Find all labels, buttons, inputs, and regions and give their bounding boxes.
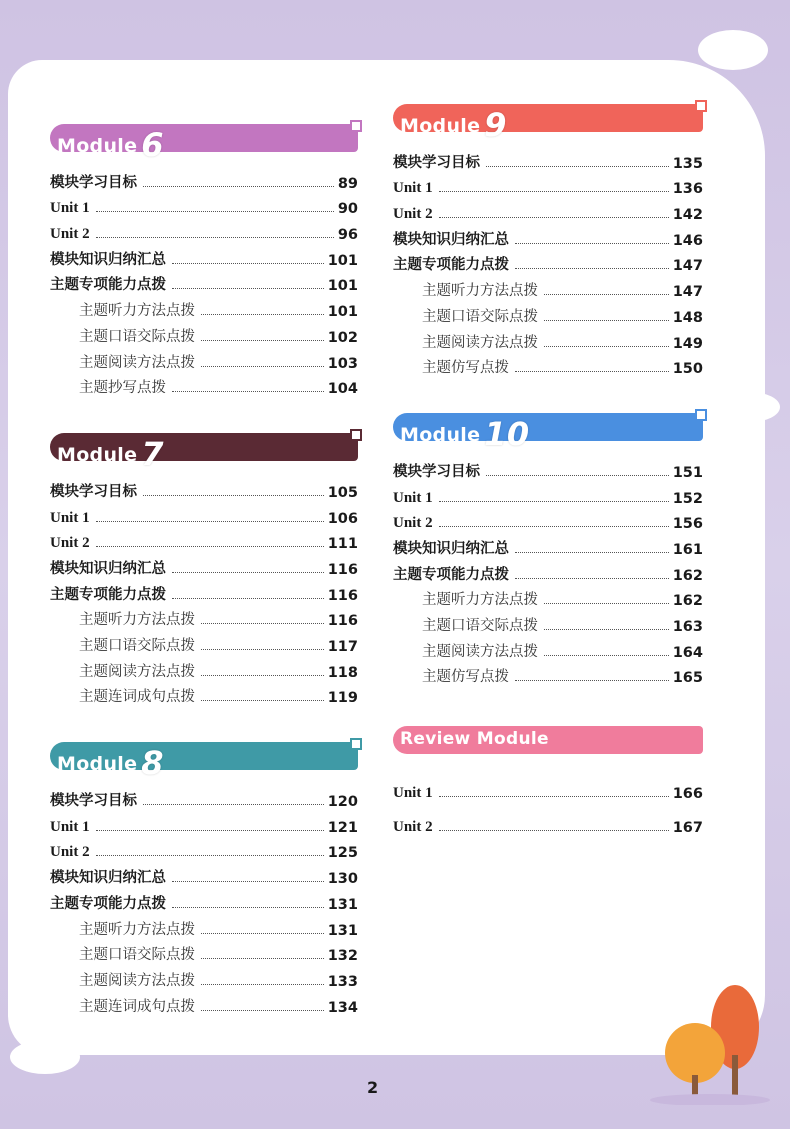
- toc-entry-label: Unit 2: [393, 206, 433, 223]
- toc-entry-page: 101: [327, 252, 358, 269]
- module-number: 8: [141, 744, 164, 783]
- module-section: [393, 407, 703, 686]
- module-banner: [50, 427, 358, 474]
- dot-leader: [515, 243, 669, 244]
- toc-entry[interactable]: [50, 604, 358, 630]
- toc-entry[interactable]: [50, 861, 358, 887]
- toc-entry-label: 主题阅读方法点拨: [422, 643, 538, 660]
- dot-leader: [515, 552, 669, 553]
- dot-leader: [96, 855, 324, 856]
- toc-entry-page: 152: [672, 490, 703, 507]
- toc-entry-page: 142: [672, 207, 703, 224]
- cloud-decoration: [698, 30, 768, 70]
- dot-leader: [544, 655, 669, 656]
- toc-entry-page: 164: [672, 644, 703, 661]
- toc-entry[interactable]: [50, 552, 358, 578]
- toc-entry[interactable]: [393, 352, 703, 378]
- toc-entry-label: 主题抄写点拨: [79, 380, 166, 397]
- toc-entry-label: Unit 2: [50, 844, 90, 861]
- review-module-title: Review Module: [400, 729, 549, 750]
- toc-entry[interactable]: [50, 372, 358, 398]
- dot-leader: [439, 830, 669, 831]
- module-section: [393, 98, 703, 377]
- dot-leader: [201, 340, 324, 341]
- toc-entry[interactable]: [50, 217, 358, 243]
- banner-tab: [350, 429, 362, 441]
- toc-entry-label: 模块知识归纳汇总: [393, 231, 509, 248]
- module-number: 7: [141, 435, 164, 474]
- module-title-label: Module: [57, 135, 138, 157]
- module-number: 9: [484, 106, 507, 144]
- toc-entry-label: 主题听力方法点拨: [79, 303, 195, 320]
- dot-leader: [172, 881, 324, 882]
- toc-entry-page: 125: [327, 845, 358, 862]
- dot-leader: [96, 211, 334, 212]
- toc-entry-label: 主题听力方法点拨: [79, 612, 195, 629]
- toc-entry-page: 147: [672, 258, 703, 275]
- module-banner: [50, 118, 358, 164]
- toc-entry-label: 主题专项能力点拨: [393, 257, 509, 274]
- dot-leader: [515, 578, 669, 579]
- toc-entry-page: 156: [672, 516, 703, 533]
- toc-entry[interactable]: [393, 635, 703, 661]
- toc-entry-page: 101: [327, 278, 358, 295]
- toc-entry[interactable]: [50, 269, 358, 295]
- toc-entry-label: 模块知识归纳汇总: [50, 560, 166, 577]
- toc-entry-label: 模块知识归纳汇总: [50, 251, 166, 268]
- module-section: [50, 118, 358, 397]
- dot-leader: [201, 958, 324, 959]
- toc-left-column: [50, 118, 358, 1016]
- toc-entry-label: 主题连词成句点拨: [79, 689, 195, 706]
- toc-entry-page: 133: [327, 973, 358, 990]
- toc-entry-page: 121: [327, 819, 358, 836]
- toc-entry[interactable]: [50, 527, 358, 553]
- toc-entry-page: 116: [327, 613, 358, 630]
- dot-leader: [96, 237, 334, 238]
- toc-entry[interactable]: [393, 584, 703, 610]
- module-section: [50, 427, 358, 706]
- toc-entry[interactable]: [393, 507, 703, 533]
- dot-leader: [172, 598, 324, 599]
- dot-leader: [201, 649, 324, 650]
- autumn-tree-illustration: [640, 985, 780, 1105]
- toc-entry[interactable]: [50, 810, 358, 836]
- toc-entry-label: Unit 2: [393, 819, 433, 836]
- toc-entry-label: 模块学习目标: [393, 154, 480, 171]
- module-banner: [393, 407, 703, 454]
- dot-leader: [201, 1010, 324, 1011]
- dot-leader: [172, 391, 324, 392]
- toc-entry-label: 主题阅读方法点拨: [79, 972, 195, 989]
- banner-tab: [695, 409, 707, 421]
- toc-entry-label: Unit 1: [50, 818, 90, 835]
- toc-entry-page: 151: [672, 464, 703, 481]
- dot-leader: [172, 288, 324, 289]
- dot-leader: [201, 984, 324, 985]
- toc-entry-page: 136: [672, 181, 703, 198]
- toc-entry[interactable]: [50, 939, 358, 965]
- dot-leader: [515, 680, 669, 681]
- toc-entry[interactable]: [50, 166, 358, 192]
- toc-entry-page: 130: [327, 871, 358, 888]
- dot-leader: [201, 933, 324, 934]
- toc-entry-page: 116: [327, 561, 358, 578]
- toc-entry-label: 主题听力方法点拨: [422, 592, 538, 609]
- toc-entry[interactable]: [50, 578, 358, 604]
- toc-entry-page: 146: [672, 232, 703, 249]
- toc-entry-label: 主题听力方法点拨: [422, 283, 538, 300]
- toc-entry[interactable]: [50, 887, 358, 913]
- toc-entry[interactable]: [393, 249, 703, 275]
- dot-leader: [515, 371, 669, 372]
- toc-entry-label: 主题口语交际点拨: [79, 638, 195, 654]
- dot-leader: [172, 263, 324, 264]
- module-banner: [50, 736, 358, 783]
- toc-entry[interactable]: [50, 655, 358, 681]
- toc-entry-page: 135: [672, 155, 703, 172]
- page-number: 2: [367, 1078, 379, 1097]
- toc-entry-page: 96: [337, 227, 358, 244]
- toc-entry-label: 主题口语交际点拨: [422, 618, 538, 634]
- dot-leader: [439, 526, 669, 527]
- dot-leader: [172, 907, 324, 908]
- module-title: [57, 431, 164, 474]
- toc-entry-page: 150: [672, 361, 703, 378]
- dot-leader: [172, 572, 324, 573]
- toc-entry-label: Unit 1: [50, 200, 90, 217]
- dot-leader: [201, 675, 324, 676]
- toc-entry[interactable]: [393, 558, 703, 584]
- toc-entry[interactable]: [393, 481, 703, 507]
- section-gap: [50, 706, 358, 736]
- dot-leader: [439, 796, 669, 797]
- toc-entry-page: 148: [672, 309, 703, 326]
- toc-entry-page: 163: [672, 619, 703, 635]
- toc-entry-label: 主题口语交际点拨: [79, 947, 195, 964]
- toc-entry-label: 模块知识归纳汇总: [393, 540, 509, 557]
- toc-entry[interactable]: [393, 197, 703, 223]
- toc-entry-label: 模块学习目标: [50, 793, 137, 810]
- toc-entry-label: 主题阅读方法点拨: [79, 663, 195, 680]
- dot-leader: [515, 268, 669, 269]
- toc-entry-label: 主题专项能力点拨: [50, 277, 166, 294]
- toc-entry-label: Unit 1: [393, 489, 433, 506]
- toc-entry[interactable]: [393, 802, 703, 836]
- review-module-section: [393, 720, 703, 836]
- module-number: 6: [141, 126, 164, 164]
- module-title: [400, 102, 507, 144]
- dot-leader: [486, 166, 669, 167]
- toc-entry-label: 主题口语交际点拨: [79, 328, 195, 345]
- module-title-label: Module: [400, 115, 481, 137]
- module-section: [50, 736, 358, 1015]
- toc-entry-label: 主题听力方法点拨: [79, 921, 195, 938]
- toc-entry[interactable]: [393, 661, 703, 687]
- toc-entry-label: 主题专项能力点拨: [393, 566, 509, 583]
- toc-entry-page: 162: [672, 567, 703, 584]
- module-title-label: Module: [57, 753, 138, 776]
- section-gap: [393, 377, 703, 407]
- toc-entry[interactable]: [393, 455, 703, 481]
- module-banner: [393, 98, 703, 144]
- dot-leader: [486, 475, 669, 476]
- dot-leader: [544, 629, 669, 630]
- dot-leader: [143, 495, 324, 496]
- toc-entry-page: 118: [327, 664, 358, 681]
- toc-entry-page: 116: [327, 587, 358, 604]
- toc-entry-page: 103: [327, 355, 358, 372]
- toc-entry-page: 117: [327, 639, 358, 655]
- dot-leader: [439, 217, 669, 218]
- module-number: 10: [484, 415, 530, 454]
- toc-entry-page: 101: [327, 304, 358, 321]
- toc-entry[interactable]: [50, 913, 358, 939]
- toc-entry-label: Unit 1: [393, 180, 433, 197]
- toc-entry[interactable]: [393, 274, 703, 300]
- toc-entry-page: 105: [327, 484, 358, 501]
- toc-entry-label: 模块学习目标: [393, 463, 480, 480]
- toc-entry-label: Unit 1: [393, 785, 433, 802]
- toc-entry[interactable]: [50, 243, 358, 269]
- dot-leader: [439, 501, 669, 502]
- toc-entry[interactable]: [393, 768, 703, 802]
- toc-entry-label: 主题阅读方法点拨: [422, 334, 538, 351]
- toc-entry-label: 模块知识归纳汇总: [50, 870, 166, 887]
- dot-leader: [96, 521, 324, 522]
- toc-entry[interactable]: [50, 320, 358, 346]
- dot-leader: [143, 186, 334, 187]
- toc-entry[interactable]: [50, 294, 358, 320]
- toc-entry-page: 131: [327, 922, 358, 939]
- module-title: [400, 411, 530, 454]
- toc-entry[interactable]: [50, 784, 358, 810]
- toc-entry-page: 119: [327, 690, 358, 707]
- dot-leader: [201, 623, 324, 624]
- toc-entry-label: 主题专项能力点拨: [50, 895, 166, 912]
- dot-leader: [201, 700, 324, 701]
- toc-entry-label: Unit 2: [393, 515, 433, 532]
- dot-leader: [544, 603, 669, 604]
- toc-entry[interactable]: [50, 629, 358, 655]
- banner-tab: [350, 120, 362, 132]
- toc-entry-label: 主题口语交际点拨: [422, 308, 538, 325]
- toc-entry-page: 161: [672, 541, 703, 558]
- dot-leader: [201, 314, 324, 315]
- toc-entry-label: 主题仿写点拨: [422, 669, 509, 686]
- toc-entry-page: 165: [672, 670, 703, 687]
- banner-tab: [695, 100, 707, 112]
- toc-entry-label: Unit 1: [50, 509, 90, 526]
- toc-entry[interactable]: [50, 346, 358, 372]
- toc-entry-page: 89: [337, 175, 358, 192]
- toc-entry[interactable]: [393, 532, 703, 558]
- toc-entry[interactable]: [50, 990, 358, 1016]
- toc-entry-page: 102: [327, 329, 358, 346]
- toc-entry[interactable]: [50, 192, 358, 218]
- toc-entry-page: 147: [672, 284, 703, 301]
- toc-entry[interactable]: [50, 836, 358, 862]
- toc-entry[interactable]: [50, 964, 358, 990]
- toc-entry-label: 主题连词成句点拨: [79, 998, 195, 1015]
- toc-entry-label: 主题仿写点拨: [422, 360, 509, 377]
- toc-entry-page: 162: [672, 593, 703, 610]
- toc-entry-label: 模块学习目标: [50, 174, 137, 191]
- toc-entry-page: 104: [327, 381, 358, 398]
- module-title: [57, 122, 164, 164]
- toc-entry[interactable]: [393, 326, 703, 352]
- toc-entry[interactable]: [50, 475, 358, 501]
- toc-entry-page: 166: [672, 786, 703, 803]
- toc-entry-page: 149: [672, 335, 703, 352]
- toc-entry[interactable]: [393, 146, 703, 172]
- toc-entry[interactable]: [393, 172, 703, 198]
- dot-leader: [544, 320, 669, 321]
- toc-right-column: [393, 98, 703, 836]
- toc-entry-page: 131: [327, 896, 358, 913]
- toc-entry-label: 主题专项能力点拨: [50, 586, 166, 603]
- toc-entry[interactable]: [393, 300, 703, 326]
- toc-entry[interactable]: [393, 223, 703, 249]
- toc-entry-page: 90: [337, 201, 358, 218]
- toc-entry-page: 167: [672, 820, 703, 837]
- module-title-label: Module: [400, 424, 481, 447]
- toc-entry-label: 主题阅读方法点拨: [79, 354, 195, 371]
- dot-leader: [143, 804, 324, 805]
- toc-entry[interactable]: [393, 609, 703, 635]
- module-title: [57, 740, 164, 783]
- toc-entry-page: 106: [327, 510, 358, 527]
- toc-entry-label: Unit 2: [50, 226, 90, 243]
- toc-entry-label: 模块学习目标: [50, 483, 137, 500]
- dot-leader: [439, 191, 669, 192]
- dot-leader: [544, 346, 669, 347]
- section-gap: [393, 686, 703, 720]
- section-gap: [50, 397, 358, 427]
- dot-leader: [96, 830, 324, 831]
- toc-entry-page: 120: [327, 794, 358, 811]
- toc-entry[interactable]: [50, 681, 358, 707]
- banner-tab: [350, 738, 362, 750]
- dot-leader: [544, 294, 669, 295]
- dot-leader: [201, 366, 324, 367]
- toc-entry-page: 111: [327, 536, 358, 553]
- toc-entry-label: Unit 2: [50, 535, 90, 552]
- module-title-label: Module: [57, 444, 138, 467]
- toc-entry[interactable]: [50, 501, 358, 527]
- dot-leader: [96, 546, 324, 547]
- toc-entry-page: 132: [327, 948, 358, 965]
- review-module-banner: [393, 720, 703, 760]
- toc-entry-page: 134: [327, 999, 358, 1016]
